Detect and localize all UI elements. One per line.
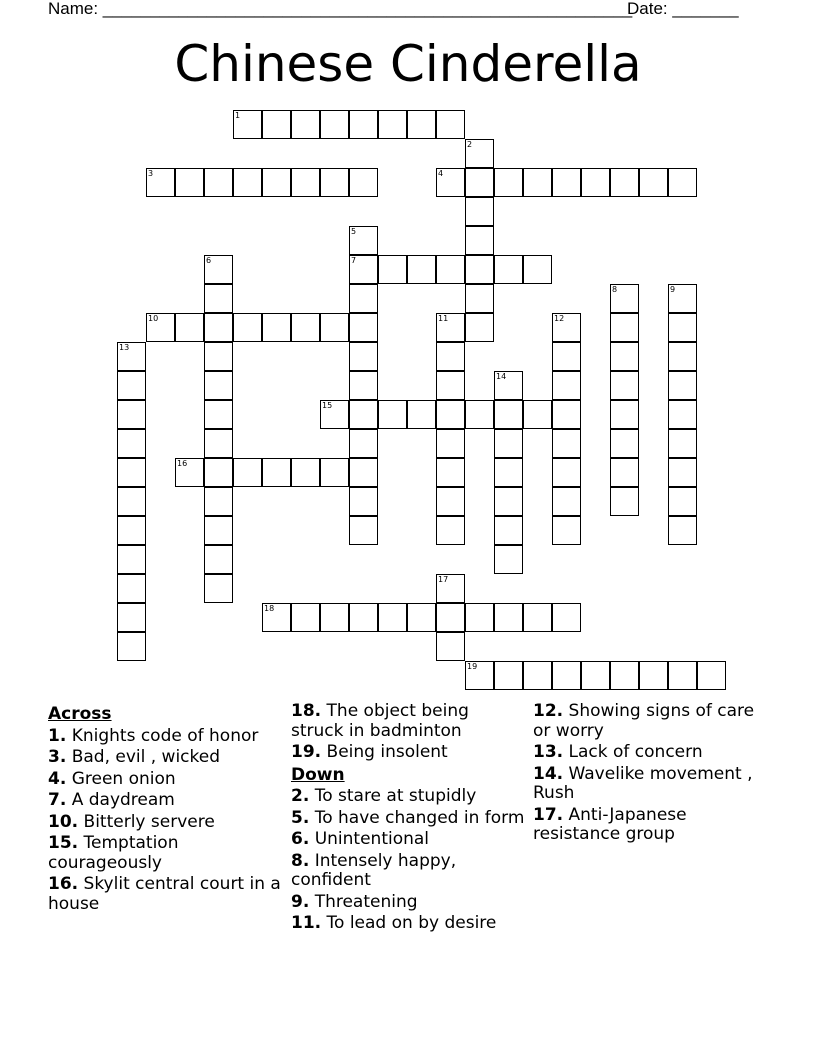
grid-cell[interactable] bbox=[552, 313, 581, 342]
grid-cell[interactable] bbox=[668, 168, 697, 197]
clue-down-11 bbox=[291, 914, 526, 934]
grid-cell[interactable] bbox=[291, 110, 320, 139]
clue-number: 12. bbox=[533, 701, 564, 721]
grid-cell[interactable] bbox=[349, 487, 378, 516]
clue-text: To stare at stupidly bbox=[314, 786, 477, 806]
grid-cell[interactable] bbox=[204, 400, 233, 429]
grid-cell[interactable] bbox=[204, 516, 233, 545]
clue-down-2 bbox=[291, 787, 526, 807]
grid-cell[interactable] bbox=[320, 168, 349, 197]
cell-number: 9 bbox=[670, 285, 676, 294]
grid-cell[interactable] bbox=[465, 661, 494, 690]
grid-cell[interactable] bbox=[465, 226, 494, 255]
grid-cell[interactable] bbox=[610, 458, 639, 487]
clue-number: 4. bbox=[48, 768, 67, 789]
grid-cell[interactable] bbox=[639, 168, 668, 197]
grid-cell[interactable] bbox=[668, 313, 697, 342]
clue-number: 16. bbox=[48, 874, 79, 894]
grid-cell[interactable] bbox=[117, 400, 146, 429]
name-field-label: Name: ________________________________________________________ bbox=[48, 0, 633, 18]
clue-down-9 bbox=[291, 893, 526, 913]
clue-number: 5. bbox=[291, 807, 310, 828]
grid-cell[interactable] bbox=[494, 545, 523, 574]
clues-column-1 bbox=[48, 702, 283, 916]
clue-text: To have changed in form bbox=[314, 807, 525, 828]
grid-cell[interactable] bbox=[668, 342, 697, 371]
grid-cell[interactable] bbox=[494, 458, 523, 487]
grid-cell[interactable] bbox=[117, 603, 146, 632]
grid-cell[interactable] bbox=[552, 168, 581, 197]
grid-cell[interactable] bbox=[204, 574, 233, 603]
page-title: Chinese Cinderella bbox=[174, 35, 642, 93]
cell-number: 16 bbox=[177, 459, 188, 468]
grid-cell[interactable] bbox=[668, 458, 697, 487]
grid-cell[interactable] bbox=[291, 458, 320, 487]
grid-cell[interactable] bbox=[494, 603, 523, 632]
grid-cell[interactable] bbox=[610, 661, 639, 690]
clue-down-13 bbox=[533, 743, 768, 763]
grid-cell[interactable] bbox=[349, 226, 378, 255]
clues-column-2 bbox=[291, 702, 526, 936]
grid-cell[interactable] bbox=[552, 400, 581, 429]
clue-number: 8. bbox=[291, 850, 310, 871]
grid-cell[interactable] bbox=[436, 574, 465, 603]
clue-text: Intensely happy, confident bbox=[291, 850, 457, 890]
grid-cell[interactable] bbox=[523, 603, 552, 632]
grid-cell[interactable] bbox=[494, 661, 523, 690]
clue-text: Knights code of honor bbox=[71, 725, 259, 746]
grid-cell[interactable] bbox=[233, 168, 262, 197]
grid-cell[interactable] bbox=[349, 110, 378, 139]
clue-down-14 bbox=[533, 765, 768, 804]
grid-cell[interactable] bbox=[320, 313, 349, 342]
clue-number: 10. bbox=[48, 811, 79, 832]
grid-cell[interactable] bbox=[668, 429, 697, 458]
grid-cell[interactable] bbox=[552, 458, 581, 487]
clue-across-16 bbox=[48, 875, 283, 914]
clue-down-12 bbox=[533, 702, 768, 741]
grid-cell[interactable] bbox=[320, 110, 349, 139]
cell-number: 8 bbox=[612, 285, 618, 294]
grid-cell[interactable] bbox=[349, 429, 378, 458]
clue-text: Wavelike movement , Rush bbox=[533, 763, 753, 803]
grid-cell[interactable] bbox=[465, 168, 494, 197]
grid-cell[interactable] bbox=[610, 284, 639, 313]
cell-number: 3 bbox=[148, 169, 154, 178]
grid-cell[interactable] bbox=[552, 487, 581, 516]
clue-down-6 bbox=[291, 830, 526, 850]
clue-number: 9. bbox=[291, 891, 310, 912]
clue-down-8 bbox=[291, 852, 526, 891]
clue-across-10 bbox=[48, 813, 283, 833]
grid-cell[interactable] bbox=[320, 400, 349, 429]
grid-cell[interactable] bbox=[668, 400, 697, 429]
grid-cell[interactable] bbox=[407, 603, 436, 632]
grid-cell[interactable] bbox=[233, 313, 262, 342]
grid-cell[interactable] bbox=[117, 487, 146, 516]
clue-text: Green onion bbox=[71, 768, 176, 789]
grid-cell[interactable] bbox=[175, 168, 204, 197]
grid-cell[interactable] bbox=[639, 661, 668, 690]
clue-across-4 bbox=[48, 770, 283, 790]
grid-cell[interactable] bbox=[175, 458, 204, 487]
grid-cell[interactable] bbox=[668, 284, 697, 313]
clue-text: Unintentional bbox=[314, 829, 430, 849]
grid-cell[interactable] bbox=[465, 255, 494, 284]
clue-text: Anti-Japanese resistance group bbox=[533, 804, 687, 844]
grid-cell[interactable] bbox=[349, 255, 378, 284]
grid-cell[interactable] bbox=[436, 516, 465, 545]
grid-cell[interactable] bbox=[262, 458, 291, 487]
clue-number: 15. bbox=[48, 833, 79, 853]
grid-cell[interactable] bbox=[378, 255, 407, 284]
grid-cell[interactable] bbox=[117, 545, 146, 574]
clues-column-3 bbox=[533, 702, 768, 847]
grid-cell[interactable] bbox=[204, 429, 233, 458]
clue-across-1 bbox=[48, 727, 283, 747]
clue-text: Bad, evil , wicked bbox=[71, 747, 221, 767]
grid-cell[interactable] bbox=[552, 603, 581, 632]
grid-cell[interactable] bbox=[668, 516, 697, 545]
grid-cell[interactable] bbox=[610, 487, 639, 516]
cell-number: 15 bbox=[322, 401, 333, 410]
grid-cell[interactable] bbox=[436, 400, 465, 429]
grid-cell[interactable] bbox=[349, 284, 378, 313]
clue-text: To lead on by desire bbox=[326, 913, 497, 933]
grid-cell[interactable] bbox=[291, 168, 320, 197]
grid-cell[interactable] bbox=[117, 632, 146, 661]
grid-cell[interactable] bbox=[378, 110, 407, 139]
grid-cell[interactable] bbox=[494, 255, 523, 284]
clue-number: 19. bbox=[291, 742, 322, 762]
cell-number: 6 bbox=[206, 256, 212, 265]
grid-cell[interactable] bbox=[146, 168, 175, 197]
grid-cell[interactable] bbox=[610, 313, 639, 342]
cell-number: 10 bbox=[148, 314, 159, 323]
grid-cell[interactable] bbox=[610, 168, 639, 197]
grid-cell[interactable] bbox=[349, 371, 378, 400]
clue-text: Temptation courageously bbox=[48, 833, 179, 873]
grid-cell[interactable] bbox=[320, 458, 349, 487]
clue-number: 6. bbox=[291, 829, 310, 849]
grid-cell[interactable] bbox=[117, 458, 146, 487]
grid-cell[interactable] bbox=[204, 313, 233, 342]
grid-cell[interactable] bbox=[117, 429, 146, 458]
cell-number: 5 bbox=[351, 227, 357, 236]
grid-cell[interactable] bbox=[349, 516, 378, 545]
clue-text: Skylit central court in a house bbox=[48, 874, 281, 914]
grid-cell[interactable] bbox=[494, 487, 523, 516]
grid-cell[interactable] bbox=[436, 458, 465, 487]
grid-cell[interactable] bbox=[494, 168, 523, 197]
clue-down-17 bbox=[533, 806, 768, 845]
grid-cell[interactable] bbox=[523, 168, 552, 197]
grid-cell[interactable] bbox=[262, 168, 291, 197]
grid-cell[interactable] bbox=[175, 313, 204, 342]
grid-cell[interactable] bbox=[320, 603, 349, 632]
clue-number: 2. bbox=[291, 786, 310, 806]
grid-cell[interactable] bbox=[117, 371, 146, 400]
grid-cell[interactable] bbox=[436, 429, 465, 458]
down-heading: Down bbox=[291, 764, 345, 785]
grid-cell[interactable] bbox=[436, 110, 465, 139]
grid-cell[interactable] bbox=[523, 661, 552, 690]
grid-cell[interactable] bbox=[146, 313, 175, 342]
grid-cell[interactable] bbox=[581, 661, 610, 690]
grid-cell[interactable] bbox=[407, 110, 436, 139]
cell-number: 1 bbox=[235, 111, 241, 120]
grid-cell[interactable] bbox=[552, 371, 581, 400]
grid-cell[interactable] bbox=[436, 371, 465, 400]
cell-number: 12 bbox=[554, 314, 565, 323]
grid-cell[interactable] bbox=[262, 313, 291, 342]
grid-cell[interactable] bbox=[465, 284, 494, 313]
grid-cell[interactable] bbox=[494, 400, 523, 429]
grid-cell[interactable] bbox=[668, 487, 697, 516]
clue-across-3 bbox=[48, 748, 283, 768]
grid-cell[interactable] bbox=[349, 458, 378, 487]
grid-cell[interactable] bbox=[523, 400, 552, 429]
grid-cell[interactable] bbox=[233, 458, 262, 487]
grid-cell[interactable] bbox=[465, 139, 494, 168]
clue-number: 11. bbox=[291, 913, 322, 933]
grid-cell[interactable] bbox=[494, 429, 523, 458]
grid-cell[interactable] bbox=[436, 632, 465, 661]
grid-cell[interactable] bbox=[204, 458, 233, 487]
clue-number: 17. bbox=[533, 804, 564, 825]
clue-number: 3. bbox=[48, 747, 67, 767]
clue-number: 18. bbox=[291, 701, 322, 721]
grid-cell[interactable] bbox=[291, 313, 320, 342]
across-heading: Across bbox=[48, 704, 112, 724]
grid-cell[interactable] bbox=[349, 342, 378, 371]
grid-cell[interactable] bbox=[117, 516, 146, 545]
clue-across-18 bbox=[291, 702, 526, 741]
grid-cell[interactable] bbox=[262, 110, 291, 139]
grid-cell[interactable] bbox=[204, 342, 233, 371]
grid-cell[interactable] bbox=[436, 487, 465, 516]
grid-cell[interactable] bbox=[436, 168, 465, 197]
grid-cell[interactable] bbox=[204, 168, 233, 197]
clue-across-19 bbox=[291, 743, 526, 763]
grid-cell[interactable] bbox=[378, 603, 407, 632]
cell-number: 18 bbox=[264, 604, 275, 613]
clue-text: A daydream bbox=[71, 790, 175, 810]
grid-cell[interactable] bbox=[552, 516, 581, 545]
grid-cell[interactable] bbox=[494, 516, 523, 545]
clue-number: 1. bbox=[48, 725, 67, 746]
clue-text: Being insolent bbox=[326, 742, 448, 762]
grid-cell[interactable] bbox=[262, 603, 291, 632]
grid-cell[interactable] bbox=[204, 371, 233, 400]
grid-cell[interactable] bbox=[349, 313, 378, 342]
grid-cell[interactable] bbox=[610, 342, 639, 371]
grid-cell[interactable] bbox=[407, 400, 436, 429]
grid-cell[interactable] bbox=[349, 168, 378, 197]
cell-number: 19 bbox=[467, 662, 478, 671]
grid-cell[interactable] bbox=[204, 545, 233, 574]
clue-across-15 bbox=[48, 834, 283, 873]
clue-text: Bitterly servere bbox=[83, 811, 215, 832]
clue-text: The object being struck in badminton bbox=[291, 701, 469, 741]
clue-text: Threatening bbox=[314, 891, 418, 912]
grid-cell[interactable] bbox=[465, 603, 494, 632]
grid-cell[interactable] bbox=[552, 661, 581, 690]
grid-cell[interactable] bbox=[349, 603, 378, 632]
grid-cell[interactable] bbox=[436, 313, 465, 342]
cell-number: 11 bbox=[438, 314, 449, 323]
grid-cell[interactable] bbox=[117, 574, 146, 603]
grid-cell[interactable] bbox=[436, 255, 465, 284]
grid-cell[interactable] bbox=[117, 342, 146, 371]
grid-cell[interactable] bbox=[204, 487, 233, 516]
cell-number: 17 bbox=[438, 575, 449, 584]
cell-number: 7 bbox=[351, 256, 357, 265]
grid-cell[interactable] bbox=[581, 168, 610, 197]
grid-cell[interactable] bbox=[465, 313, 494, 342]
grid-cell[interactable] bbox=[233, 110, 262, 139]
clue-text: Showing signs of care or worry bbox=[533, 701, 755, 741]
grid-cell[interactable] bbox=[494, 371, 523, 400]
clue-across-7 bbox=[48, 791, 283, 811]
grid-cell[interactable] bbox=[349, 400, 378, 429]
grid-cell[interactable] bbox=[523, 255, 552, 284]
clue-number: 14. bbox=[533, 763, 564, 784]
grid-cell[interactable] bbox=[552, 342, 581, 371]
cell-number: 14 bbox=[496, 372, 507, 381]
clue-down-5 bbox=[291, 809, 526, 829]
clue-number: 13. bbox=[533, 742, 564, 762]
grid-cell[interactable] bbox=[436, 342, 465, 371]
cell-number: 2 bbox=[467, 140, 473, 149]
grid-cell[interactable] bbox=[407, 255, 436, 284]
grid-cell[interactable] bbox=[610, 429, 639, 458]
date-field-label: Date: _______ bbox=[627, 0, 739, 18]
grid-cell[interactable] bbox=[668, 371, 697, 400]
grid-cell[interactable] bbox=[291, 603, 320, 632]
grid-cell[interactable] bbox=[552, 429, 581, 458]
grid-cell[interactable] bbox=[610, 400, 639, 429]
clue-number: 7. bbox=[48, 790, 67, 810]
grid-cell[interactable] bbox=[610, 371, 639, 400]
grid-cell[interactable] bbox=[378, 400, 407, 429]
clue-text: Lack of concern bbox=[568, 742, 703, 762]
cell-number: 4 bbox=[438, 169, 444, 178]
cell-number: 13 bbox=[119, 343, 130, 352]
grid-cell[interactable] bbox=[465, 400, 494, 429]
grid-cell[interactable] bbox=[204, 284, 233, 313]
grid-cell[interactable] bbox=[668, 661, 697, 690]
grid-cell[interactable] bbox=[204, 255, 233, 284]
grid-cell[interactable] bbox=[697, 661, 726, 690]
grid-cell[interactable] bbox=[436, 603, 465, 632]
grid-cell[interactable] bbox=[465, 197, 494, 226]
